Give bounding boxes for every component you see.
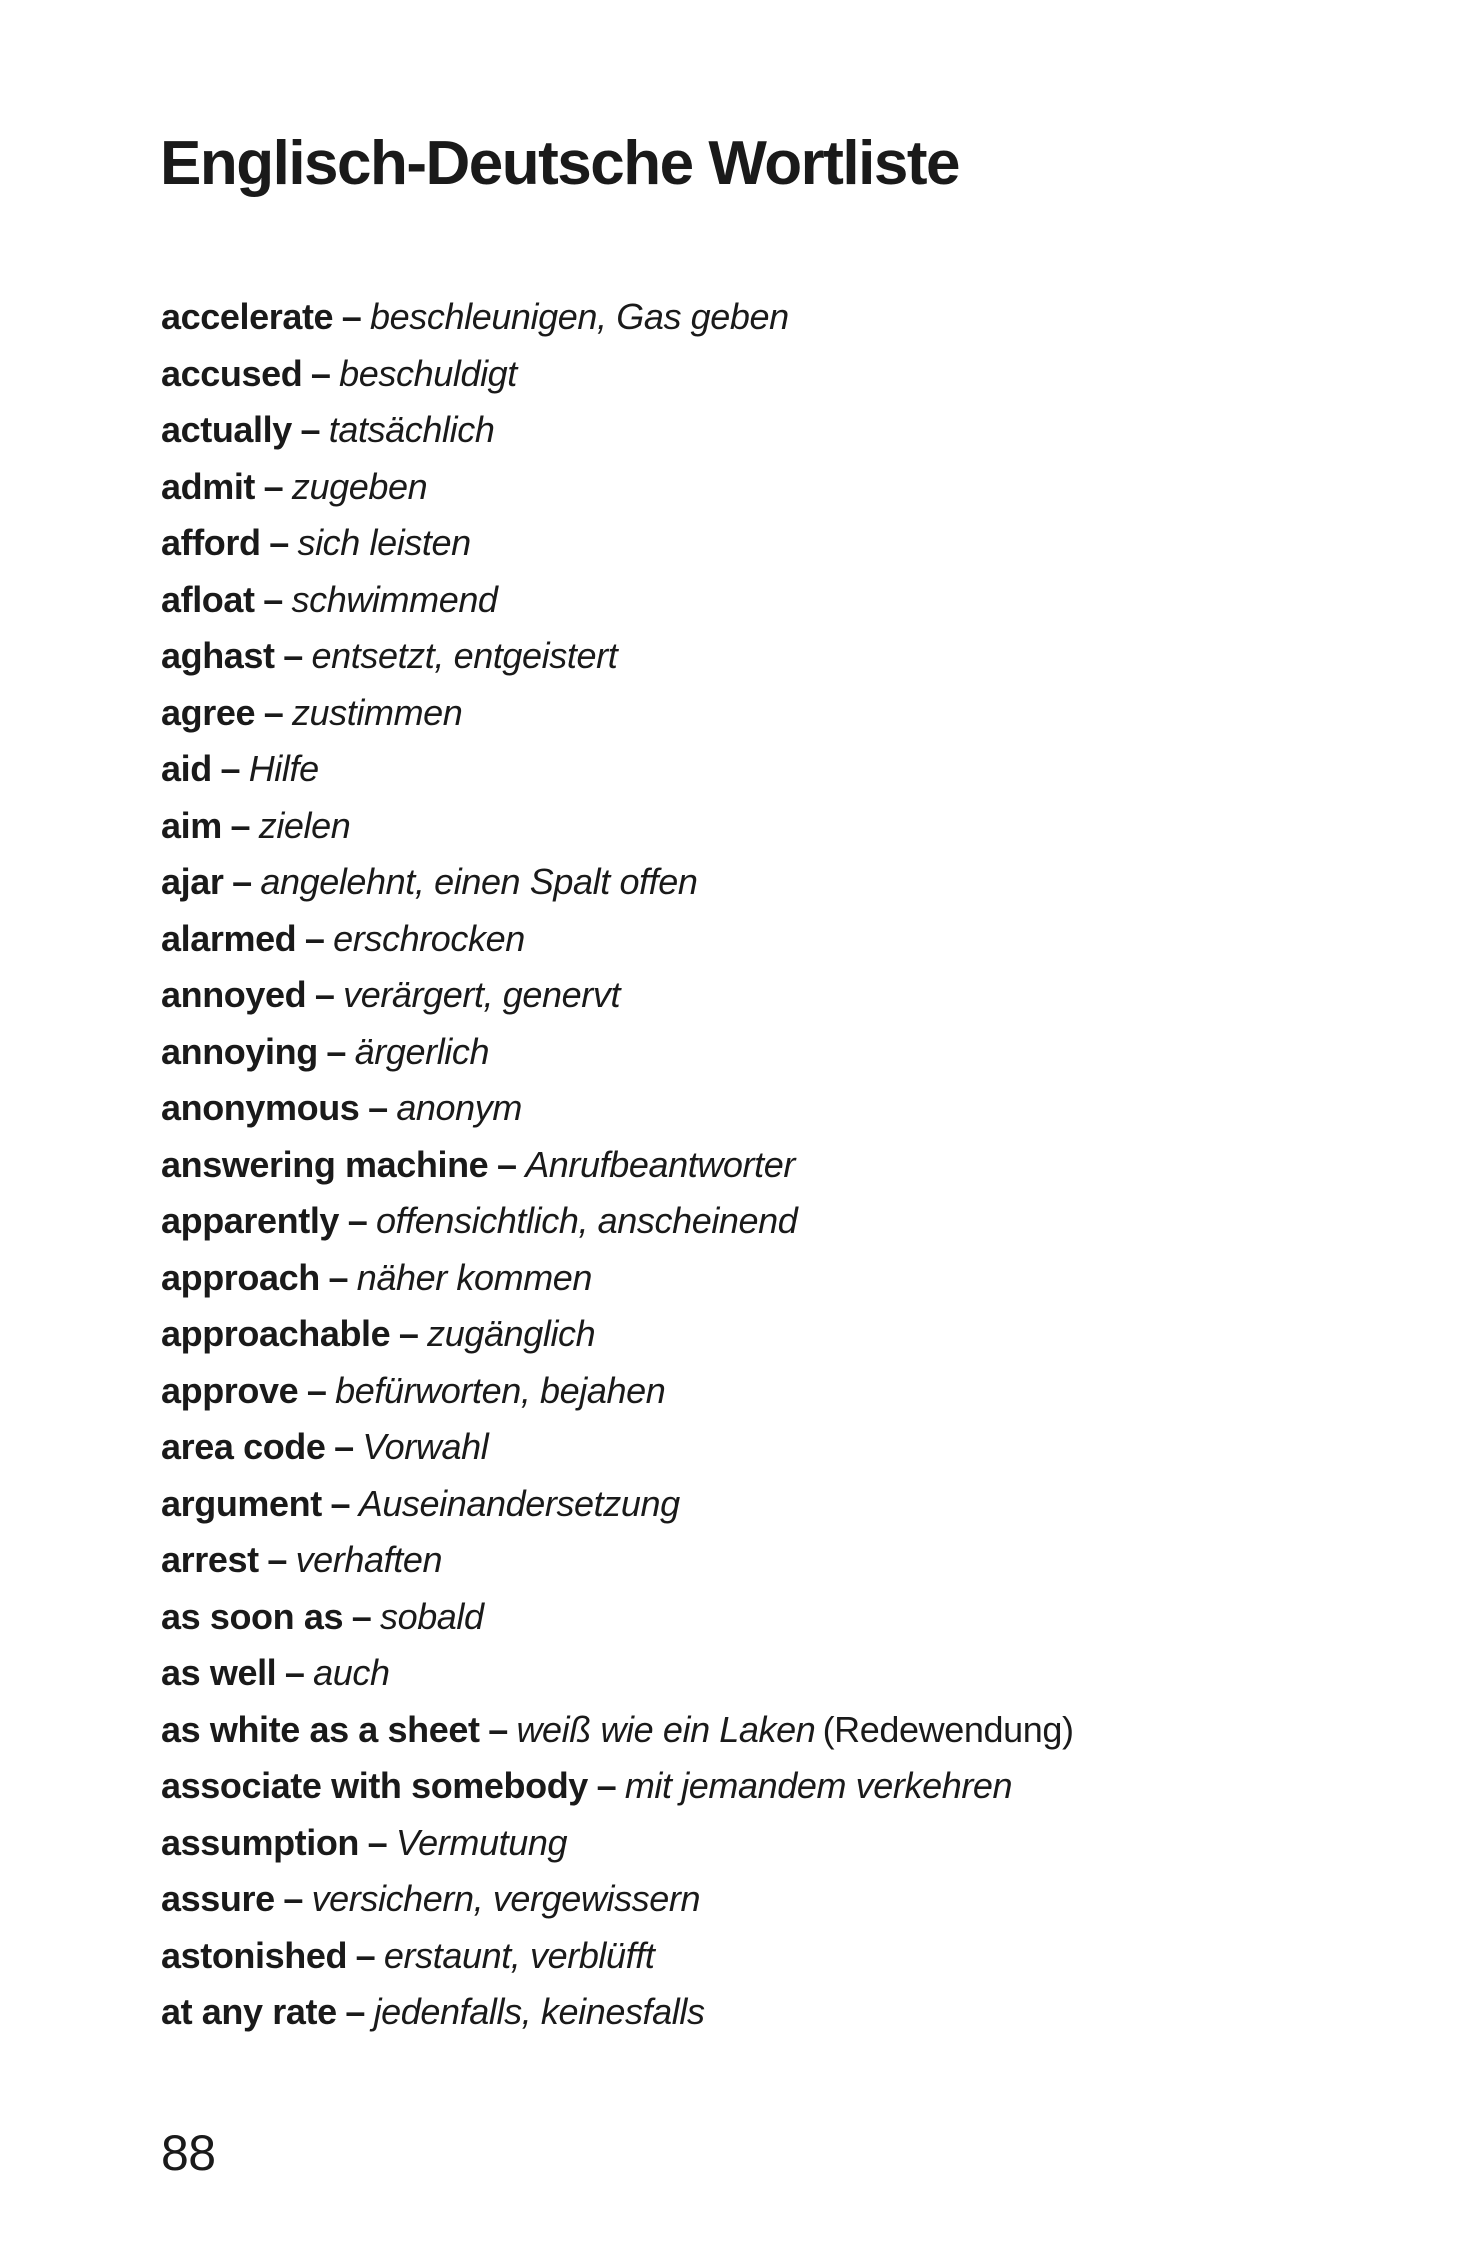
word-entry (161, 572, 1397, 629)
entry-term: argument (161, 1482, 322, 1524)
entry-term: astonished (161, 1934, 348, 1976)
word-entry (161, 1702, 1397, 1759)
entry-separator: – (267, 1539, 287, 1580)
entry-translation: versichern, vergewissern (311, 1878, 701, 1919)
entry-translation: anonym (396, 1087, 522, 1128)
word-entry (161, 1589, 1397, 1646)
entry-term: anonymous (161, 1087, 360, 1128)
word-entry (161, 1419, 1397, 1476)
entry-term: arrest (161, 1539, 259, 1580)
entry-separator: – (263, 465, 284, 507)
entry-term: as white as a sheet (161, 1708, 480, 1750)
word-entry (161, 1984, 1397, 2041)
word-entry (161, 1363, 1397, 1420)
entry-translation: jedenfalls, keinesfalls (373, 1991, 705, 2032)
word-entry (161, 628, 1397, 685)
word-entry (161, 1306, 1397, 1363)
word-entry (161, 1758, 1397, 1815)
entry-term: alarmed (161, 917, 297, 959)
page-number: 88 (161, 2125, 216, 2181)
entry-separator: – (300, 409, 321, 450)
entry-term: ajar (161, 861, 224, 902)
word-entry (161, 459, 1397, 516)
entry-translation: Vermutung (395, 1821, 568, 1863)
entry-separator: – (334, 1426, 354, 1467)
word-entry (161, 1532, 1397, 1589)
entry-separator: – (398, 1313, 419, 1354)
page-title: Englisch-Deutsche Wortliste (160, 129, 959, 198)
entry-term: as well (161, 1652, 277, 1693)
entry-term: annoyed (161, 974, 307, 1015)
entry-separator: – (220, 748, 241, 789)
entry-separator: – (341, 296, 362, 337)
entry-term: accelerate (161, 296, 334, 337)
word-entry (161, 1928, 1397, 1985)
entry-translation: näher kommen (356, 1256, 593, 1298)
entry-separator: – (355, 1934, 376, 1976)
entry-term: admit (161, 465, 256, 507)
entry-term: aim (161, 804, 222, 846)
entry-term: area code (161, 1426, 326, 1467)
entry-separator: – (488, 1708, 508, 1750)
entry-translation: entsetzt, entgeistert (311, 635, 618, 676)
entry-translation: tatsächlich (328, 409, 495, 450)
entry-separator: – (283, 1878, 303, 1919)
word-entry (161, 1250, 1397, 1307)
word-entry (161, 1871, 1397, 1928)
entry-separator: – (345, 1991, 365, 2032)
entry-translation: mit jemandem verkehren (624, 1765, 1013, 1806)
entry-term: aghast (161, 635, 275, 676)
entry-separator: – (330, 1482, 351, 1524)
entry-term: actually (161, 409, 292, 450)
entry-term: agree (161, 691, 256, 733)
entry-term: afloat (161, 578, 255, 620)
entry-translation: befürworten, bejahen (335, 1369, 666, 1411)
entry-separator: – (496, 1143, 517, 1185)
entry-separator: – (310, 352, 331, 394)
entry-translation: zustimmen (291, 691, 463, 733)
entry-translation: verhaften (295, 1539, 443, 1580)
entry-separator: – (284, 1652, 305, 1693)
entry-separator: – (328, 1256, 349, 1298)
word-entry (161, 515, 1397, 572)
entry-term: afford (161, 522, 261, 563)
entry-translation: zielen (258, 804, 351, 846)
entry-translation: auch (313, 1652, 390, 1693)
entry-translation: zugeben (291, 465, 428, 507)
entry-term: aid (161, 748, 212, 789)
entry-term: accused (161, 352, 303, 394)
entry-translation: erstaunt, verblüfft (383, 1934, 655, 1976)
word-entry (161, 854, 1397, 911)
entry-separator: – (304, 917, 325, 959)
entry-translation: Vorwahl (362, 1426, 489, 1467)
word-entry (161, 402, 1397, 459)
entry-translation: zugänglich (427, 1313, 596, 1354)
entry-term: at any rate (161, 1991, 337, 2032)
word-list (161, 289, 1397, 2041)
entry-translation: erschrocken (333, 917, 525, 959)
entry-term: annoying (161, 1030, 318, 1072)
entry-separator: – (596, 1765, 617, 1806)
entry-term: answering machine (161, 1143, 489, 1185)
entry-separator: – (263, 691, 284, 733)
entry-separator: – (326, 1030, 347, 1072)
entry-term: apparently (161, 1200, 340, 1241)
entry-translation: schwimmend (291, 578, 498, 620)
word-entry (161, 911, 1397, 968)
entry-separator: – (269, 522, 289, 563)
entry-separator: – (232, 861, 252, 902)
entry-translation: beschuldigt (339, 352, 517, 394)
word-entry (161, 967, 1397, 1024)
entry-translation: Anrufbeantworter (525, 1143, 795, 1185)
word-entry (161, 1193, 1397, 1250)
entry-translation: Auseinandersetzung (358, 1482, 680, 1524)
entry-separator: – (368, 1087, 388, 1128)
entry-term: assure (161, 1878, 275, 1919)
entry-separator: – (283, 635, 303, 676)
word-entry (161, 1137, 1397, 1194)
word-entry (161, 346, 1397, 403)
entry-separator: – (351, 1595, 372, 1637)
entry-translation: verärgert, genervt (343, 974, 621, 1015)
word-entry (161, 289, 1397, 346)
word-entry (161, 741, 1397, 798)
entry-term: as soon as (161, 1595, 344, 1637)
entry-note: (Redewendung) (822, 1708, 1074, 1750)
entry-translation: angelehnt, einen Spalt offen (260, 861, 698, 902)
entry-translation: Hilfe (248, 748, 319, 789)
word-entry (161, 685, 1397, 742)
entry-separator: – (306, 1369, 327, 1411)
entry-separator: – (367, 1821, 388, 1863)
entry-translation: ärgerlich (354, 1030, 490, 1072)
entry-separator: – (314, 974, 335, 1015)
entry-translation: offensichtlich, anscheinend (375, 1200, 798, 1241)
entry-term: approve (161, 1369, 299, 1411)
entry-term: associate with somebody (161, 1765, 588, 1806)
entry-translation: weiß wie ein Laken (516, 1708, 816, 1750)
word-entry (161, 1024, 1397, 1081)
word-entry (161, 1645, 1397, 1702)
entry-separator: – (263, 578, 283, 620)
word-entry (161, 1080, 1397, 1137)
entry-translation: beschleunigen, Gas geben (370, 296, 789, 337)
word-entry (161, 798, 1397, 855)
entry-term: assumption (161, 1821, 360, 1863)
entry-term: approachable (161, 1313, 391, 1354)
word-entry (161, 1476, 1397, 1533)
entry-separator: – (347, 1200, 368, 1241)
entry-term: approach (161, 1256, 320, 1298)
entry-translation: sich leisten (297, 522, 471, 563)
entry-translation: sobald (379, 1595, 484, 1637)
entry-separator: – (230, 804, 251, 846)
word-entry (161, 1815, 1397, 1872)
